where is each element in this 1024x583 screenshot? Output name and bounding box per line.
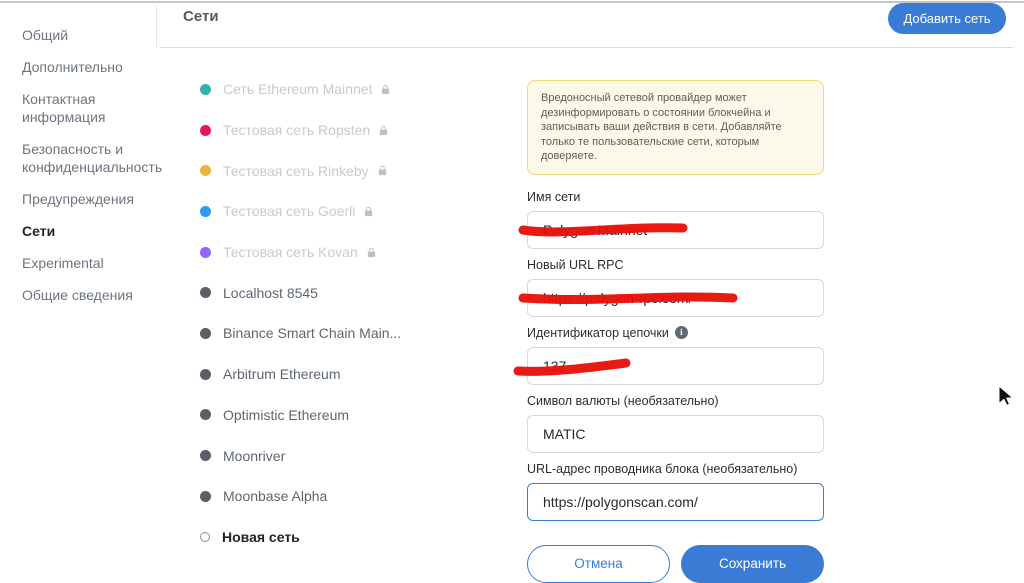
lock-icon	[366, 247, 377, 258]
currency-symbol-label: Символ валюты (необязательно)	[527, 393, 719, 408]
header-divider	[160, 47, 1013, 48]
network-dot	[200, 491, 211, 502]
chain-id-label-text: Идентификатор цепочки	[527, 325, 669, 340]
info-icon[interactable]	[675, 326, 688, 339]
network-dot	[200, 409, 211, 420]
network-dot	[200, 165, 211, 176]
network-item-moonbase[interactable]	[200, 476, 450, 517]
sidebar-item-advanced[interactable]: Дополнительно	[22, 59, 123, 75]
sidebar-item-networks[interactable]: Сети	[22, 223, 56, 239]
block-explorer-label: URL-адрес проводника блока (необязательно)	[527, 461, 798, 476]
rpc-url-input[interactable]	[527, 279, 824, 317]
lock-icon	[380, 84, 391, 95]
network-item-kovan	[200, 232, 450, 273]
network-name-input[interactable]	[527, 211, 824, 249]
form-buttons	[527, 545, 824, 583]
network-label: Optimistic Ethereum	[223, 406, 350, 423]
network-item-new-network[interactable]	[200, 517, 450, 558]
network-item-optimistic[interactable]	[200, 395, 450, 436]
network-label: Moonbase Alpha	[223, 488, 328, 505]
cancel-button[interactable]: Отмена	[527, 545, 670, 583]
lock-icon	[377, 165, 388, 176]
network-dot	[200, 450, 211, 461]
network-item-goerli	[200, 191, 450, 232]
network-label: Сеть Ethereum Mainnet	[223, 81, 373, 98]
network-dot	[200, 328, 211, 339]
lock-icon	[378, 125, 389, 136]
sidebar-item-general[interactable]: Общий	[22, 27, 69, 43]
network-dot	[200, 247, 211, 258]
network-list	[200, 69, 450, 557]
network-dot	[200, 84, 211, 95]
network-label: Localhost 8545	[223, 284, 318, 301]
network-label: Тестовая сеть Kovan	[223, 244, 358, 261]
sidebar-item-experimental[interactable]: Experimental	[22, 255, 104, 271]
network-item-localhost[interactable]	[200, 272, 450, 313]
network-item-rinkeby	[200, 150, 450, 191]
save-button[interactable]: Сохранить	[681, 545, 824, 583]
network-label: Тестовая сеть Rinkeby	[223, 162, 369, 179]
block-explorer-input[interactable]	[527, 483, 824, 521]
network-label: Arbitrum Ethereum	[223, 366, 341, 383]
network-label: Новая сеть	[222, 528, 300, 545]
network-label: Moonriver	[223, 447, 286, 464]
network-item-arbitrum[interactable]	[200, 354, 450, 395]
mouse-cursor	[999, 386, 1013, 405]
window-top-edge	[0, 1, 1024, 3]
network-item-ropsten	[200, 110, 450, 151]
network-item-ethereum-mainnet	[200, 69, 450, 110]
sidebar-item-alerts[interactable]: Предупреждения	[22, 191, 134, 207]
network-dot	[200, 369, 211, 380]
network-form	[527, 80, 824, 583]
malicious-provider-warning: Вредоносный сетевой провайдер может дезинформировать о состоянии блокчейна и записывать ваши действия в сети. Добавляйте только те пользовательские сети, которым доверяете.	[527, 80, 824, 175]
network-name-label: Имя сети	[527, 189, 581, 204]
network-label: Тестовая сеть Goerli	[223, 203, 356, 220]
sidebar-divider	[156, 2, 157, 47]
network-item-binance[interactable]	[200, 313, 450, 354]
page-title: Сети	[183, 8, 219, 25]
network-dot	[200, 206, 211, 217]
chain-id-input[interactable]	[527, 347, 824, 385]
settings-sidebar	[22, 26, 162, 318]
currency-symbol-input[interactable]	[527, 415, 824, 453]
network-dot-hollow	[200, 532, 210, 542]
sidebar-item-security[interactable]: Безопасность и конфиденциальность	[22, 141, 163, 175]
chain-id-label	[527, 325, 824, 341]
network-item-moonriver[interactable]	[200, 435, 450, 476]
lock-icon	[363, 206, 374, 217]
sidebar-item-about[interactable]: Общие сведения	[22, 287, 133, 303]
network-label: Binance Smart Chain Main...	[223, 325, 402, 342]
rpc-url-label: Новый URL RPC	[527, 257, 624, 272]
network-dot	[200, 287, 211, 298]
network-label: Тестовая сеть Ropsten	[223, 122, 371, 139]
add-network-button[interactable]: Добавить сеть	[888, 3, 1006, 34]
sidebar-item-contacts[interactable]: Контактная информация	[22, 91, 106, 125]
network-dot	[200, 125, 211, 136]
